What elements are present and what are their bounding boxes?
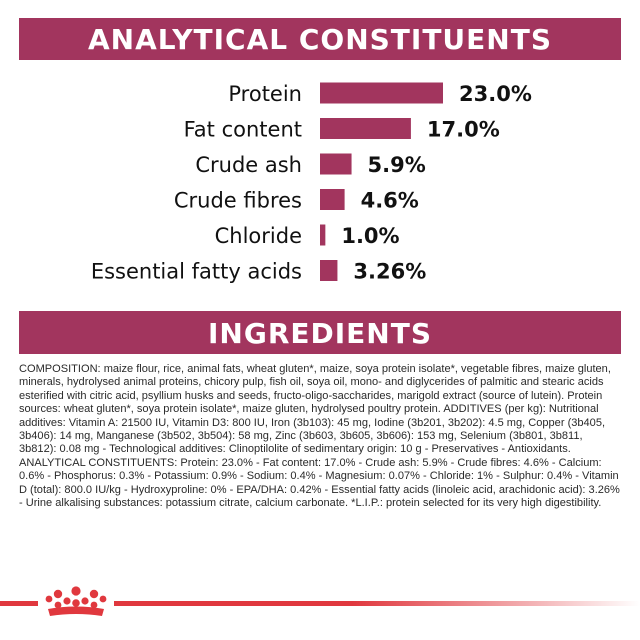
category-label: Fat content <box>183 117 302 142</box>
bar <box>320 118 411 139</box>
value-label: 23.0% <box>459 82 532 106</box>
value-label: 17.0% <box>426 117 500 142</box>
bar <box>320 189 345 210</box>
constituents-bar-chart <box>0 70 640 300</box>
bar <box>320 260 337 281</box>
ingredients-text: COMPOSITION: maize flour, rice, animal fats, wheat gluten*, maize, soya protein isolate*, vegetable fibres, maize gluten, minerals, hydrolysed animal proteins, chicory pulp, fish oil, soya oil, mono- and diglycerides of palmitic and stearic acids esterified with citric acid, psyllium husks and seeds, fructo-oligo-saccharides, marigold extract (source of lutein). Protein sources: wheat gluten*, soya protein isolate*, maize gluten, hydrolysed poultry protein. ADDITIVES (per kg): Nutritional additives: Vitamin A: 21500 IU, Vitamin D3: 800 IU, Iron (3b103): 45 mg, Iodine (3b201, 3b202): 4.5 mg, Copper (3b405, 3b406): 14 mg, Manganese (3b502, 3b504): 58 mg, Zinc (3b603, 3b605, 3b606): 153 mg, Selenium (3b801, 3b811, 3b812): 0.08 mg - Technological additives: Clinoptilolite of sedimentary origin: 10 g - Preservatives - Antioxidants. ANALYTICAL CONSTITUENTS: Protein: 23.0% - Fat content: 17.0% - Crude ash: 5.9% - Crude fibres: 4.6% - Calcium: 0.6% - Phosphorus: 0.3% - Potassium: 0.9% - Sodium: 0.4% - Magnesium: 0.07% - Chloride: 1% - Sulphur: 0.4% - Vitamin D (total): 800.0 IU/kg - Hydroxyproline: 0% - EPA/DHA: 0.42% - Essential fatty acids (linoleic acid, arachidonic acid): 3.26% - Urine alkalising substances: potassium citrate, calcium carbonate. *L.I.P.: protein selected for its very high digestibility. <box>19 363 620 510</box>
category-label: Essential fatty acids <box>90 259 302 284</box>
ingredients-banner <box>19 311 621 354</box>
value-label: 3.26% <box>353 259 427 284</box>
bar <box>320 83 443 104</box>
bar <box>320 225 325 246</box>
analytical-constituents-banner <box>19 18 621 60</box>
value-label: 4.6% <box>360 188 419 213</box>
category-label: Chloride <box>214 224 302 248</box>
category-label: Crude ash <box>195 153 302 177</box>
crown-logo-icon <box>38 585 114 621</box>
section-title-analytical: ANALYTICAL CONSTITUENTS <box>88 23 552 56</box>
footer-brand-strip <box>0 585 640 625</box>
category-label: Crude fibres <box>173 188 302 213</box>
value-label: 1.0% <box>341 224 400 248</box>
category-label: Protein <box>228 82 302 106</box>
bar <box>320 154 352 175</box>
value-label: 5.9% <box>367 153 426 177</box>
section-title-ingredients: INGREDIENTS <box>207 317 432 350</box>
